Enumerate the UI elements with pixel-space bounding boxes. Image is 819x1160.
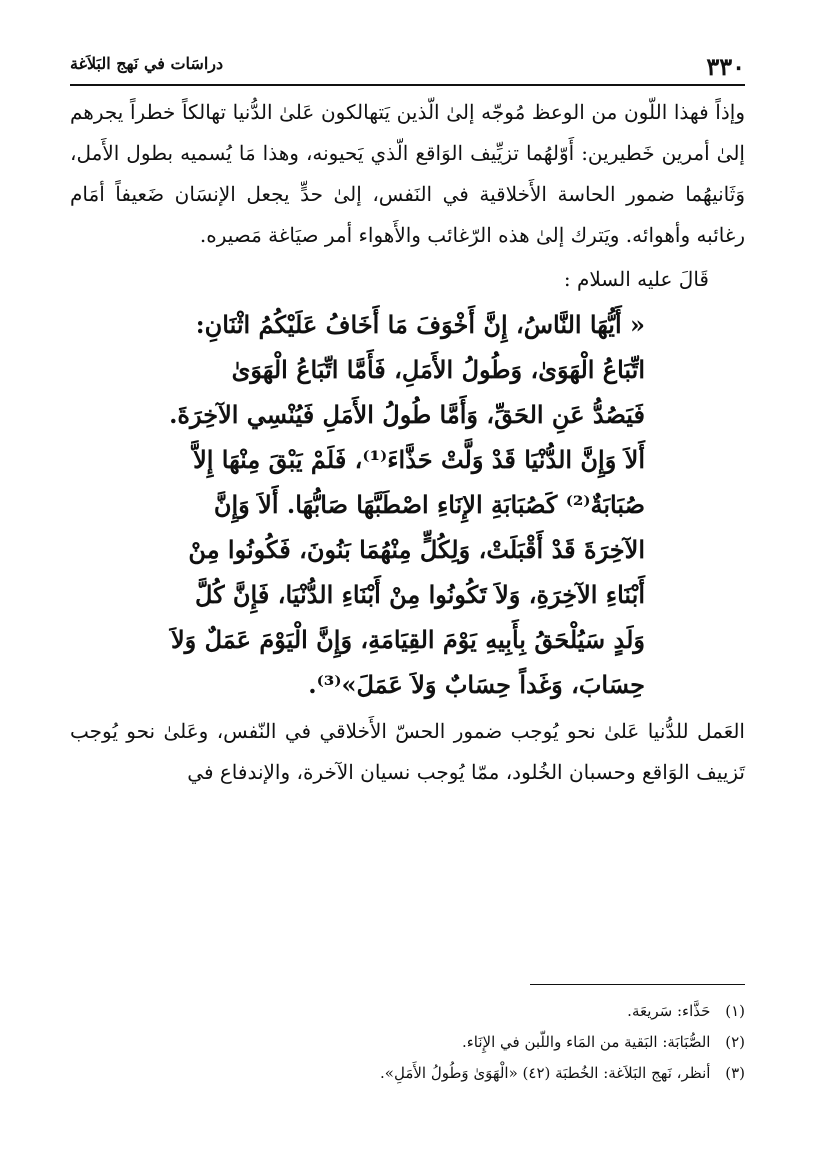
- quote-line: أَبْنَاءِ الآخِرَةِ، وَلاَ تَكُونُوا مِنْ أَبْنَاءِ الدُّنْيَا، فَإِنَّ كُلَّ: [194, 580, 645, 609]
- quote-line: حِسَابَ، وَغَداً حِسَابٌ وَلاَ عَمَلَ»⁽³⁾.: [308, 670, 645, 699]
- quote-line: « أَيُّهَا النَّاسُ، إِنَّ أَخْوَفَ مَا أَخَافُ عَلَيْكُمُ اثْنَانِ:: [195, 310, 645, 339]
- footnote-text: حَذَّاء: سَريعَة.: [627, 1002, 711, 1020]
- page-header: [70, 44, 745, 86]
- quote-line: صُبَابَةٌ⁽²⁾ كَصُبَابَةِ الإِنَاءِ اصْطَبَّهَا صَابُّهَا. أَلاَ وَإِنَّ: [213, 490, 645, 519]
- book-page: [70, 44, 745, 1124]
- quote-line: وَلَدٍ سَيُلْحَقُ بِأَبِيهِ يَوْمَ القِيَامَةِ، وَإِنَّ الْيَوْمَ عَمَلٌ وَلاَ: [170, 625, 645, 654]
- footnote: [70, 1058, 745, 1089]
- quote-line: الآخِرَةَ قَدْ أَقْبَلَتْ، وَلِكُلٍّ مِنْهُمَا بَنُونَ، فَكُونُوا مِنْ: [188, 535, 645, 564]
- footnote-number: (٣): [725, 1064, 745, 1082]
- quote-line: أَلاَ وَإِنَّ الدُّنْيَا قَدْ وَلَّتْ حَذَّاءَ⁽¹⁾، فَلَمْ يَبْقَ مِنْهَا إِلاَّ: [193, 445, 645, 474]
- footnote-divider: [530, 984, 745, 985]
- page-number: ٣٣٠: [706, 52, 745, 81]
- footnote-number: (٢): [725, 1033, 745, 1051]
- quote-intro: قَالَ عليه السلام :: [563, 267, 709, 291]
- quotation-block: [70, 302, 745, 707]
- footnote-text: الصُّبَابَة: البَقية من المَاء واللّبن في الإِنَاء.: [461, 1033, 711, 1051]
- body-text-continued: [70, 711, 745, 793]
- quote-line: اتِّبَاعُ الْهَوَىٰ، وَطُولُ الأَمَلِ، فَأَمَّا اتِّبَاعُ الْهَوَىٰ: [231, 355, 645, 384]
- paragraph: وإذاً فهذا اللّون من الوعظ مُوجّه إلىٰ الّذين يَتهالكون عَلىٰ الدُّنيا تهالكاً خطراً يجرهم إلىٰ أمرين خَطيرين: أَوّلهُما تزيِّيف الوَاقع الّذي يَحيونه، وهذا مَا يُسميه بطول الأَمل، وَثَانيهُما ضمور الحاسة الأَخلاقية في النَفس، إلىٰ حدٍّ يجعل الإنسَان ضَعيفاً أمَام رغائبه وأهوائه. ويَترك إلىٰ هذه الرّغائب والأَهواء أمر صيَاغة مَصيره.: [70, 100, 745, 247]
- running-title: دراسَات في نَهج البَلاَغة: [70, 54, 224, 73]
- footnote-number: (١): [725, 1002, 745, 1020]
- quote-line: فَيَصُدُّ عَنِ الحَقِّ، وَأَمَّا طُولُ الأَمَلِ فَيُنْسِي الآخِرَةَ.: [169, 400, 645, 429]
- footnote-text: أنظر، نَهج البَلاَغة: الخُطبَة (٤٢) «الْهَوَىٰ وَطُولُ الأَمَلِ».: [380, 1064, 711, 1082]
- footnote: [70, 1027, 745, 1058]
- footnote: [70, 996, 745, 1027]
- paragraph: العَمل للدُّنيا عَلىٰ نحو يُوجب ضمور الحسّ الأَخلاقي في النّفس، وعَلىٰ نحو يُوجب تَزييف الوَاقع وحسبان الخُلود، ممّا يُوجب نسيان الآخرة، والإندفاع في: [70, 719, 745, 784]
- body-text: [70, 92, 745, 256]
- footnotes: [70, 996, 745, 1089]
